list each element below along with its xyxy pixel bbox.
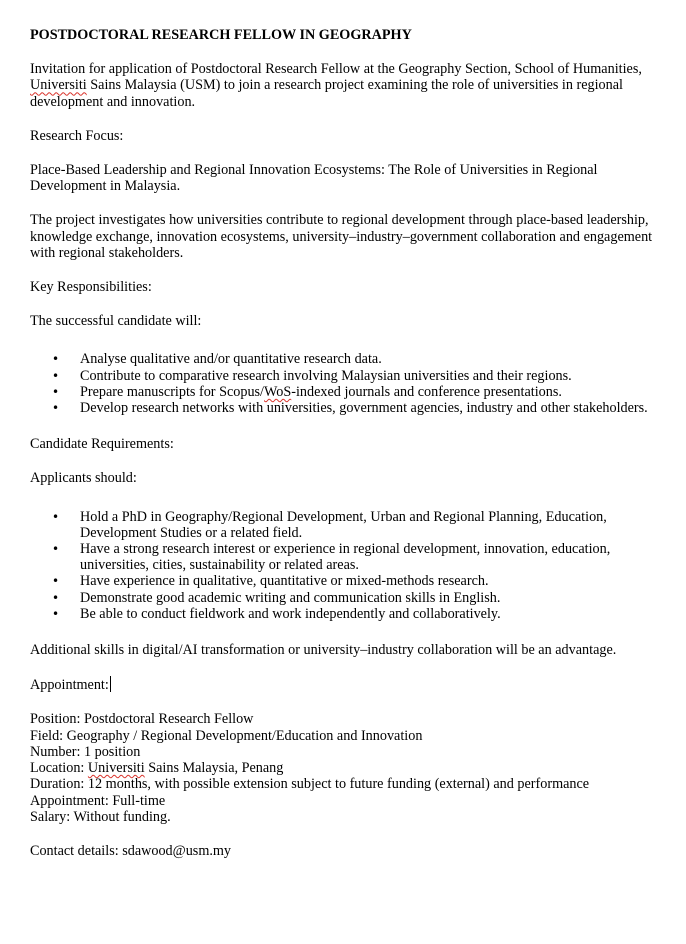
list-item bbox=[30, 384, 660, 400]
list-item-text-start: Prepare manuscripts for Scopus/ bbox=[80, 383, 265, 400]
list-item: • Contribute to comparative research involving Malaysian universities and their regions. bbox=[30, 368, 660, 384]
appointment-details bbox=[30, 711, 660, 824]
responsibilities-heading: Key Responsibilities: bbox=[30, 279, 152, 296]
additional-skills: Additional skills in digital/AI transformation or university–industry collaboration will be an advantage. bbox=[30, 642, 617, 659]
requirements-heading: Candidate Requirements: bbox=[30, 436, 174, 453]
list-item: • Have experience in qualitative, quantitative or mixed-methods research. bbox=[30, 573, 660, 589]
detail-field: Field: Geography / Regional Development/Education and Innovation bbox=[30, 727, 423, 744]
detail-number: Number: 1 position bbox=[30, 743, 141, 760]
list-item: • Be able to conduct fieldwork and work independently and collaboratively. bbox=[30, 606, 660, 622]
requirements-lead: Applicants should: bbox=[30, 470, 137, 487]
detail-location-end: Sains Malaysia, Penang bbox=[144, 760, 284, 777]
requirements-list bbox=[30, 509, 660, 622]
text-cursor bbox=[110, 676, 112, 692]
detail-position: Position: Postdoctoral Research Fellow bbox=[30, 711, 254, 728]
list-item: • Develop research networks with universities, government agencies, industry and other stakeholders. bbox=[30, 400, 660, 416]
research-focus-heading: Research Focus: bbox=[30, 127, 124, 144]
list-item: • Hold a PhD in Geography/Regional Development, Urban and Regional Planning, Education, Development Studies or a related field. bbox=[30, 509, 660, 541]
spellcheck-word[interactable]: WoS bbox=[264, 383, 292, 400]
list-item-text-end: -indexed journals and conference presentations. bbox=[291, 383, 562, 400]
appointment-heading[interactable] bbox=[30, 676, 660, 693]
detail-duration: Duration: 12 months, with possible extension subject to future funding (external) and performance bbox=[30, 776, 590, 793]
responsibilities-list bbox=[30, 351, 660, 416]
contact-details: Contact details: sdawood@usm.my bbox=[30, 842, 232, 859]
intro-paragraph bbox=[30, 61, 660, 110]
spellcheck-word[interactable]: Universiti bbox=[30, 77, 87, 94]
research-focus-title: Place-Based Leadership and Regional Innovation Ecosystems: The Role of Universities in Regional Development in Malaysia. bbox=[30, 162, 598, 195]
responsibilities-lead: The successful candidate will: bbox=[30, 313, 202, 330]
list-item: • Have a strong research interest or experience in regional development, innovation, education, universities, cities, sustainability or related areas. bbox=[30, 541, 660, 573]
list-item: • Analyse qualitative and/or quantitative research data. bbox=[30, 351, 660, 367]
intro-text-end: Sains Malaysia (USM) to join a research project examining the role of universities in regional development and innovation. bbox=[30, 77, 623, 110]
detail-location-start: Location: bbox=[30, 760, 88, 777]
detail-salary: Salary: Without funding. bbox=[30, 808, 171, 825]
detail-appointment: Appointment: Full-time bbox=[30, 792, 166, 809]
spellcheck-word[interactable]: Universiti bbox=[87, 760, 145, 777]
appointment-heading-text: Appointment: bbox=[30, 677, 109, 694]
document-body[interactable] bbox=[30, 27, 660, 859]
project-description: The project investigates how universities contribute to regional development through place-based leadership, knowledge exchange, innovation ecosystems, university–industry–government collaboration and engagement with regional stakeholders. bbox=[30, 212, 653, 261]
detail-location bbox=[30, 760, 660, 776]
intro-text-start: Invitation for application of Postdoctoral Research Fellow at the Geography Section, School of Humanities, bbox=[30, 61, 642, 78]
document-title: POSTDOCTORAL RESEARCH FELLOW IN GEOGRAPHY bbox=[30, 27, 412, 43]
list-item: • Demonstrate good academic writing and communication skills in English. bbox=[30, 590, 660, 606]
